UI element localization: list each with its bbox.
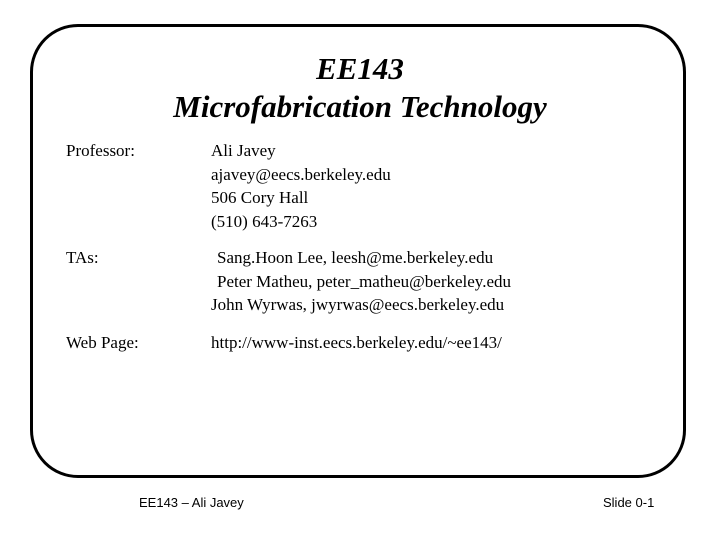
ta-line: John Wyrwas, jwyrwas@eecs.berkeley.edu bbox=[211, 295, 505, 314]
professor-phone: (510) 643-7263 bbox=[211, 212, 318, 231]
web-page-url: http://www-inst.eecs.berkeley.edu/~ee143/ bbox=[211, 333, 502, 352]
professor-label: Professor: bbox=[66, 141, 135, 160]
professor-office: 506 Cory Hall bbox=[211, 188, 309, 207]
footer-slide-number: Slide 0-1 bbox=[603, 495, 655, 510]
slide-title-course-name: Microfabrication Technology bbox=[173, 89, 547, 124]
slide-title-course-code: EE143 bbox=[316, 51, 404, 86]
web-page-label: Web Page: bbox=[66, 333, 139, 352]
ta-line: Sang.Hoon Lee, leesh@me.berkeley.edu bbox=[217, 248, 494, 267]
ta-line: Peter Matheu, peter_matheu@berkeley.edu bbox=[217, 272, 511, 291]
tas-label: TAs: bbox=[66, 248, 99, 267]
footer-course-author: EE143 – Ali Javey bbox=[139, 495, 244, 510]
professor-name: Ali Javey bbox=[211, 141, 276, 160]
professor-email: ajavey@eecs.berkeley.edu bbox=[211, 165, 391, 184]
